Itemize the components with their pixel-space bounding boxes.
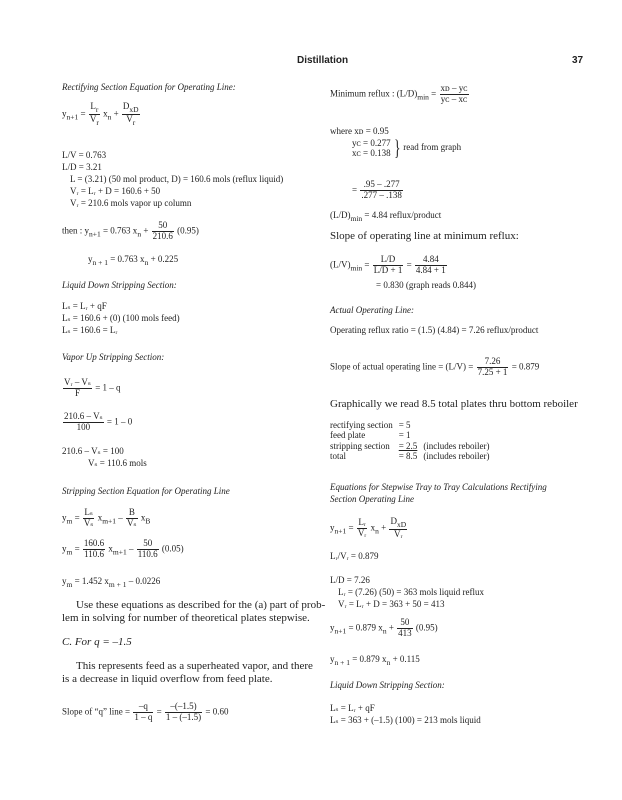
yn-equation: $y_{n+1} = 0.879$ $x_n$ + $\frac{50}{413}$ (0.95) [330,617,438,638]
ym-equation: $y_m$ = $\frac{\text{Lₛ}}{\text{Vₛ}}$ $x_{m+1}$ – $\frac{B}{\text{Vₛ}}$ $x_B$ [62,507,151,528]
q-slope-equation: Slope of “q” line = $\frac{-q}{1 - q}$ = $\frac{-(-1.5)}{1 - (-1.5)}$ = 0.60 [62,701,229,722]
stepwise-heading-1: Equations for Stepwise Tray to Tray Calculations Rectifying [330,482,547,492]
then-equation: then : $y_{n+1} = 0.763$ $x_n$ + $\frac{50}{210.6}$ (0.95) [62,220,199,241]
yn-result: $y_{n + 1} = 0.879$ $x_n + 0.115$ [330,654,420,667]
paragraph-1a: Use these equations as described for the (a) part of prob- [76,599,326,611]
ls-line-b: Lₛ = 363 + (–1.5) (100) = 213 mols liquid [330,715,481,725]
min-reflux-equation: Minimum reflux : $(L/D)_{min}$ = $\frac{\text{xᴅ – yᴄ}}{\text{yᴄ – xᴄ}}$ [330,83,468,104]
paragraph-2a: This represents feed as a superheated vapor, and there [76,660,313,672]
vf-equation: $\frac{\text{Vᵣ – Vₛ}}{F}$ = 1 – q [64,377,121,398]
c-heading: C. For q = –1.5 [62,636,132,648]
actual-slope-equation: Slope of actual operating line = (L/V) = $\frac{7.26}{7.25 + 1}$ = 0.879 [330,356,540,377]
liquid-down-heading: Liquid Down Stripping Section: [62,280,177,290]
ld-ratio: L/D = 3.21 [62,162,102,172]
plates-table [330,420,496,461]
operating-reflux-ratio: Operating reflux ratio = (1.5) (4.84) = 7.26 reflux/product [330,325,539,335]
page-number: 37 [572,55,584,66]
ls-line2: Lₛ = 160.6 + (0) (100 mols feed) [62,313,180,323]
rect-heading: Rectifying Section Equation for Operating Line: [62,82,236,92]
v3-line: 210.6 – Vₛ = 100 [62,446,124,456]
v2-equation: $\frac{\text{210.6 – Vₛ}}{100}$ = 1 – 0 [64,411,133,432]
lv-min-result: = 0.830 (graph reads 0.844) [376,280,477,290]
ls-line3: Lₛ = 160.6 = Lᵣ [62,325,118,335]
stepwise-heading-2: Section Operating Line [330,494,414,504]
ld-min-result: $(L/D)_{min} = 4.84$ reflux/product [330,210,442,223]
rect-op-equation: $y_{n+1}$ = $\frac{\text{Lᵣ}}{\text{Vᵣ}}$ $x_n$ + $\frac{D_{xD}}{\text{Vᵣ}}$ [330,516,407,540]
table-row: stripping section = 2.5 (includes reboiler) [330,440,490,451]
where-xd: where xᴅ = 0.95 [330,126,389,136]
ld-ratio-2: L/D = 7.26 [330,575,370,585]
vr-line2: Vᵣ = 210.6 mols vapor up column [70,198,192,208]
running-header: Distillation [297,55,349,66]
v4-line: Vₛ = 110.6 mols [88,458,147,468]
actual-op-heading: Actual Operating Line: [330,305,414,315]
paragraph-2b: is a decrease in liquid overflow from feed plate. [62,673,273,685]
lr-line: Lᵣ = (7.26) (50) = 363 mols liquid reflux [338,587,484,597]
table-row: rectifying section = 5 [330,420,411,430]
slope-min-heading: Slope of operating line at minimum reflux: [330,230,519,242]
stripping-heading: Stripping Section Equation for Operating Line [62,486,230,496]
read-from-graph-block: yᴄ = 0.277 xᴄ = 0.138 } read from graph [352,135,462,160]
rect-equation: $y_{n+1}$ = $\frac{L_r}{V_r}$ $x_n$ + $\frac{D_{xD}}{V_r}$ [62,101,139,127]
graph-plates-statement: Graphically we read 8.5 total plates thru bottom reboiler [330,398,578,410]
ym3-equation: $y_m = 1.452$ $x_{m + 1} - 0.0226$ [62,576,161,589]
liquid-down-heading-2: Liquid Down Stripping Section: [330,680,445,690]
vapor-up-heading: Vapor Up Stripping Section: [62,352,165,362]
l-line: L = (3.21) (50 mol product, D) = 160.6 mols (reflux liquid) [70,174,284,184]
min-reflux-fraction: = $\frac{.95 - .277}{.277 - .138}$ [352,179,402,200]
table-row: total = 8.5 (includes reboiler) [330,451,490,462]
vr-line-2: Vᵣ = Lᵣ + D = 363 + 50 = 413 [338,599,445,609]
ym2-equation: $y_m$ = $\frac{160.6}{110.6}$ $x_{m+1}$ – $\frac{50}{110.6}$ (0.05) [62,538,184,559]
table-row: feed plate = 1 [330,430,411,441]
y-result: $y_{n + 1} = 0.763$ $x_n + 0.225$ [88,254,179,267]
ls-line-a: Lₛ = Lᵣ + qF [330,703,375,713]
lv-ratio: L/V = 0.763 [62,150,107,160]
vr-line: Vᵣ = Lᵣ + D = 160.6 + 50 [70,186,161,196]
ls-line1: Lₛ = Lᵣ + qF [62,301,107,311]
lv-min-equation: $(L/V)_{min}$ = $\frac{L/D}{L/D + 1}$ = $\frac{4.84}{4.84 + 1}$ [330,254,446,275]
lr-vr-ratio: Lᵣ/Vᵣ = 0.879 [330,551,379,561]
paragraph-1b: lem in solving for number of theoretical plates stepwise. [62,612,310,624]
